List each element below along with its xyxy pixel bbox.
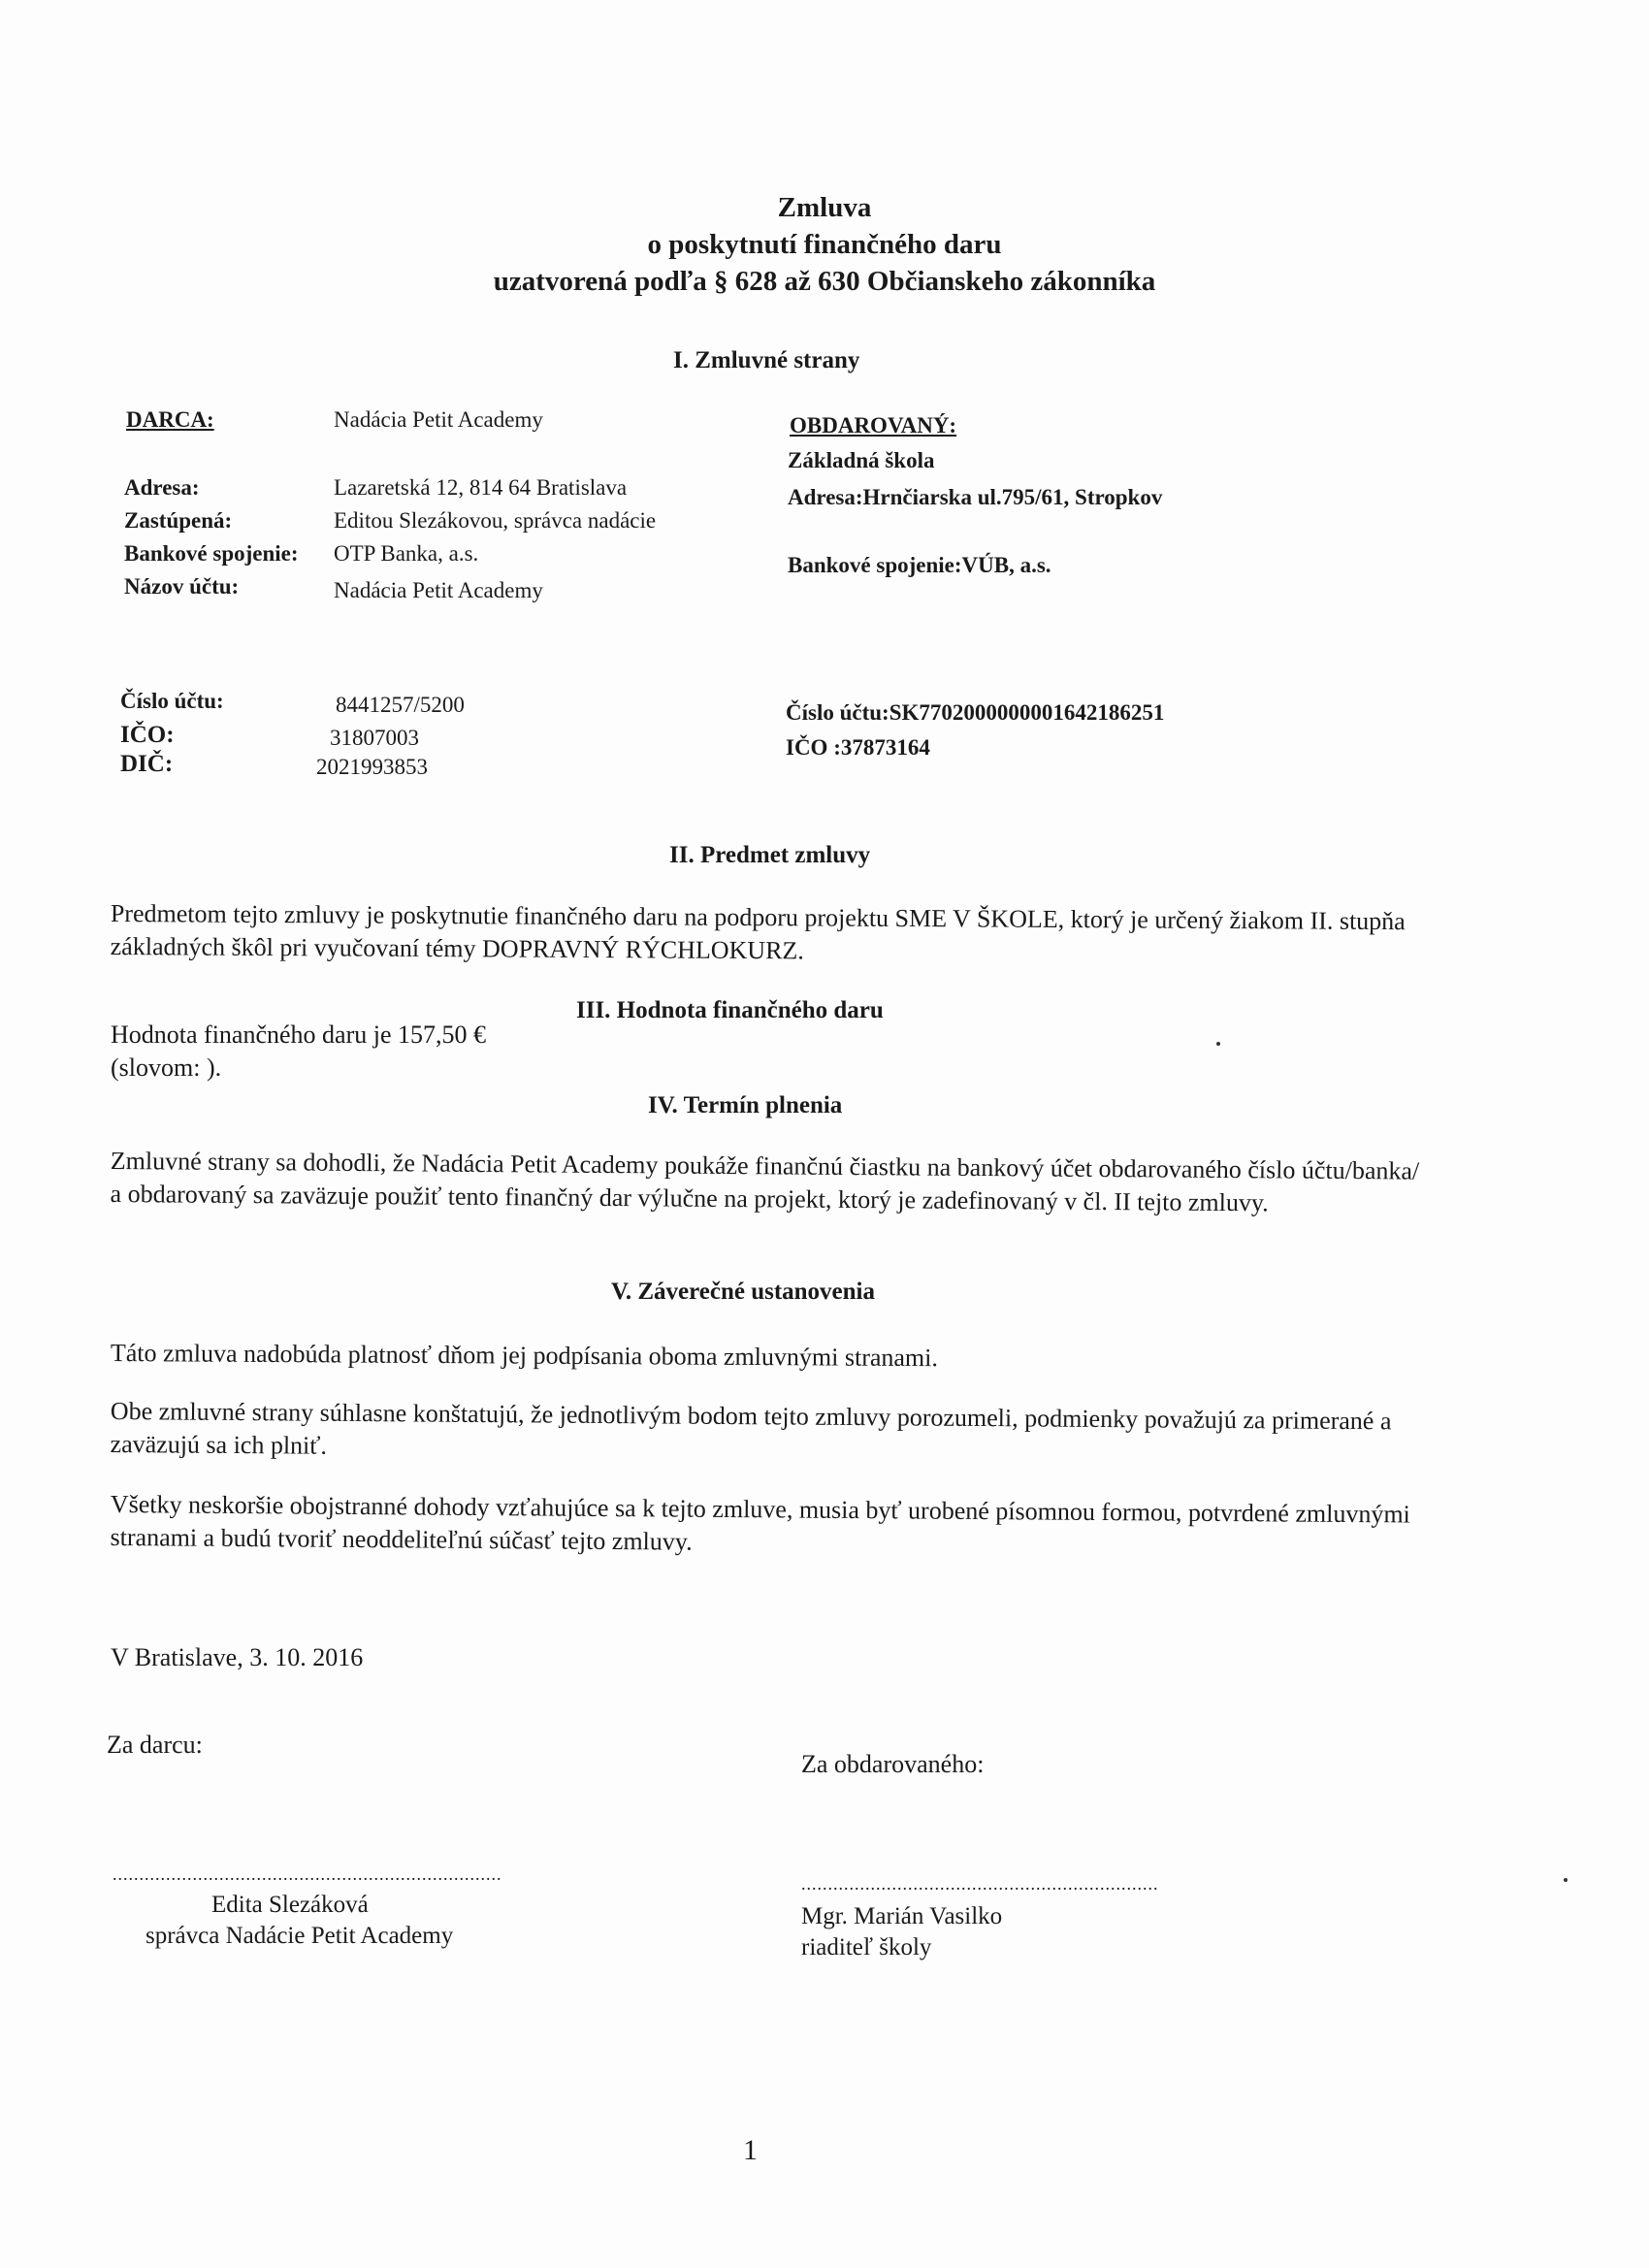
donor-account-number-label: Číslo účtu:	[120, 689, 224, 713]
section5-paragraph2: Obe zmluvné strany súhlasne konštatujú, že jednotlivým bodom tejto zmluvy porozumeli, podmienky považujú za primerané a zaväzujú sa ich plniť.	[110, 1396, 1392, 1460]
doc-legal-basis: uzatvorená podľa § 628 až 630 Občianskeho zákonníka	[493, 266, 1156, 297]
donor-signature-label: Za darcu:	[107, 1731, 203, 1759]
donor-address: Lazaretská 12, 814 64 Bratislava	[334, 475, 628, 500]
donor-ico: 31807003	[330, 726, 419, 750]
donor-bank-label: Bankové spojenie:	[124, 541, 299, 566]
recipient-signature-label: Za obdarovaného:	[801, 1750, 985, 1778]
donor-label: DARCA:	[126, 407, 214, 432]
donor-signature-line: .........................................................................	[113, 1864, 502, 1884]
recipient-signature-line: ...................................................................	[801, 1874, 1159, 1894]
donor-dic: 2021993853	[316, 755, 428, 779]
scan-speck	[1216, 1042, 1220, 1046]
section4-heading: IV. Termín plnenia	[648, 1092, 843, 1118]
recipient-bank: Bankové spojenie:VÚB, a.s.	[788, 553, 1051, 577]
gift-value-words: (slovom: ).	[111, 1053, 222, 1082]
donor-bank: OTP Banka, a.s.	[334, 541, 479, 566]
donor-address-label: Adresa:	[124, 475, 200, 500]
section3-heading: III. Hodnota finančného daru	[576, 997, 884, 1023]
donor-dic-label: DIČ:	[120, 751, 174, 777]
donor-account-number: 8441257/5200	[336, 693, 465, 717]
donor-account-name: Nadácia Petit Academy	[334, 578, 543, 602]
place-date: V Bratislave, 3. 10. 2016	[111, 1643, 364, 1671]
recipient-ico: IČO :37873164	[786, 735, 930, 760]
section2-text: Predmetom tejto zmluvy je poskytnutie finančného daru na podporu projektu SME V ŠKOLE, ktorý je určený žiakom II. stupňa základných škôl pri vyučovaní témy DOPRAVNÝ RÝCHLOKURZ.	[110, 898, 1406, 965]
donor-representative-label: Zastúpená:	[124, 508, 233, 533]
donor-signatory-name: Edita Slezáková	[211, 1892, 369, 1918]
section5-paragraph3: Všetky neskoršie obojstranné dohody vzťahujúce sa k tejto zmluve, musia byť urobené písomnou formou, potvrdené zmluvnými stranami a budú tvoriť neoddeliteľnú súčasť tejto zmluvy.	[110, 1489, 1410, 1556]
page-number: 1	[743, 2134, 758, 2166]
section5-heading: V. Záverečné ustanovenia	[611, 1279, 875, 1305]
donor-representative: Editou Slezákovou, správca nadácie	[334, 508, 657, 533]
recipient-signatory-role: riaditeľ školy	[801, 1934, 932, 1960]
donor-ico-label: IČO:	[120, 722, 175, 748]
recipient-name: Základná škola	[788, 448, 935, 472]
doc-title: Zmluva	[777, 192, 872, 223]
donor-name: Nadácia Petit Academy	[334, 407, 543, 432]
recipient-label: OBDAROVANÝ:	[790, 413, 957, 437]
doc-subtitle: o poskytnutí finančného daru	[647, 229, 1002, 260]
recipient-account: Číslo účtu:SK7702000000001642186251	[786, 700, 1165, 725]
section4-text: Zmluvné strany sa dohodli, že Nadácia Petit Academy poukáže finančnú čiastku na bankový účet obdarovaného číslo účtu/banka/ a obdarovaný sa zaväzuje použiť tento finančný dar výlučne na projekt, ktorý je zadefinovaný v čl. II tejto zmluvy.	[110, 1146, 1420, 1217]
section5-paragraph1: Táto zmluva nadobúda platnosť dňom jej podpísania oboma zmluvnými stranami.	[110, 1339, 939, 1373]
donor-account-name-label: Názov účtu:	[124, 574, 240, 599]
section2-heading: II. Predmet zmluvy	[669, 842, 871, 868]
recipient-address: Adresa:Hrnčiarska ul.795/61, Stropkov	[788, 485, 1163, 509]
scan-speck	[1564, 1878, 1568, 1882]
donor-signatory-role: správca Nadácie Petit Academy	[146, 1923, 454, 1949]
recipient-signatory-name: Mgr. Marián Vasilko	[801, 1903, 1003, 1929]
gift-value: Hodnota finančného daru je 157,50 €	[111, 1021, 487, 1049]
section1-heading: I. Zmluvné strany	[673, 347, 860, 373]
